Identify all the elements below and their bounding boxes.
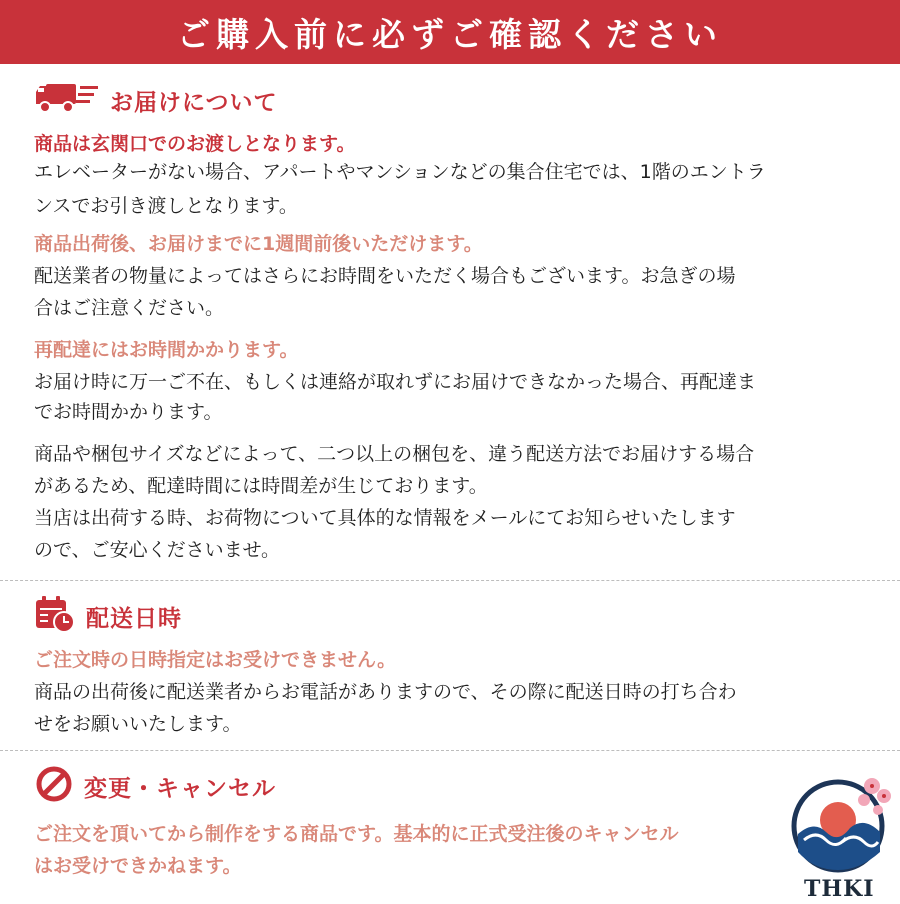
delivery-p3-line2: でお時間かかります。 (34, 401, 223, 423)
delivery-p4-line4: ので、ご安心くださいませ。 (34, 539, 281, 561)
prohibited-icon (34, 764, 74, 808)
cancel-line1: ご注文を頂いてから制作をする商品です。基本的に正式受注後のキャンセル (34, 823, 679, 845)
delivery-p1-heading: 商品は玄関口でのお渡しとなります。 (34, 133, 356, 155)
header-banner (0, 0, 900, 64)
datetime-section-title (34, 594, 182, 638)
delivery-p2-heading: 商品出荷後、お届けまでに1週間前後いただけます。 (34, 233, 483, 255)
delivery-p3-heading: 再配達にはお時間かかります。 (34, 339, 299, 361)
delivery-title: お届けについて (110, 89, 278, 116)
section-divider (0, 750, 900, 751)
delivery-p1-line1: エレベーターがない場合、アパートやマンションなどの集合住宅では、1階のエントラ (34, 161, 766, 183)
section-divider (0, 580, 900, 581)
delivery-section-title (34, 80, 278, 120)
datetime-title: 配送日時 (86, 605, 182, 632)
cancel-section-title (34, 764, 276, 808)
cancel-line2: はお受けできかねます。 (34, 855, 242, 877)
cancel-title: 変更・キャンセル (84, 775, 276, 802)
delivery-p2-line2: 合はご注意ください。 (34, 297, 225, 319)
truck-icon (34, 80, 100, 120)
delivery-p4-line2: があるため、配達時間には時間差が生じております。 (34, 475, 488, 497)
logo-text: THKI (804, 876, 875, 902)
delivery-p4-line3: 当店は出荷する時、お荷物について具体的な情報をメールにてお知らせいたします (34, 507, 736, 529)
delivery-p4-line1: 商品や梱包サイズなどによって、二つ以上の梱包を、違う配送方法でお届けする場合 (34, 443, 755, 465)
banner-title: ご購入前に必ずご確認ください (177, 14, 723, 54)
delivery-p3-line1: お届け時に万一ご不在、もしくは連絡が取れずにお届けできなかった場合、再配達ま (34, 371, 757, 393)
datetime-line1: 商品の出荷後に配送業者からお電話がありますので、その際に配送日時の打ち合わ (34, 681, 737, 703)
delivery-p1-line2: ンスでお引き渡しとなります。 (34, 195, 298, 217)
datetime-line2: せをお願いいたします。 (34, 713, 242, 735)
delivery-p2-line1: 配送業者の物量によってはさらにお時間をいただく場合もございます。お急ぎの場 (34, 265, 736, 287)
datetime-heading: ご注文時の日時指定はお受けできません。 (34, 649, 397, 671)
brand-logo (790, 772, 900, 900)
calendar-clock-icon (34, 594, 76, 638)
